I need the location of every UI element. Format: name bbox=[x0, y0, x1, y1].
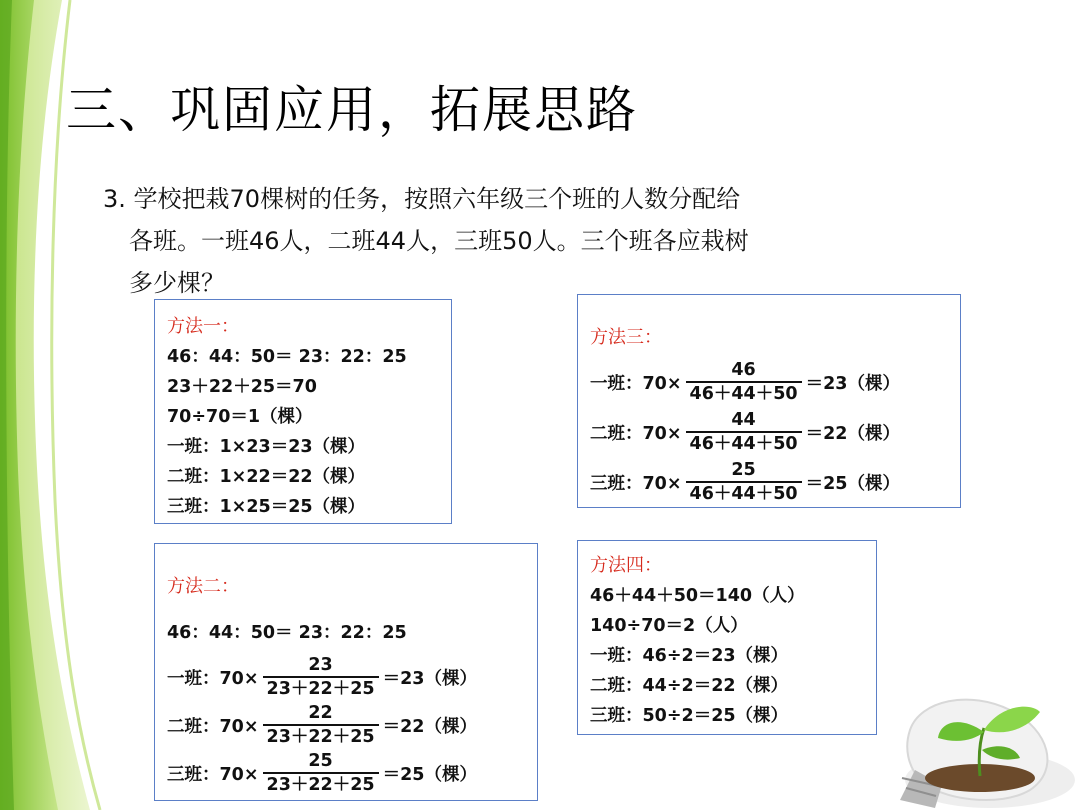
method3-row-label: 三班：70× bbox=[590, 473, 682, 494]
method3-header: 方法三： bbox=[590, 327, 662, 348]
lightbulb-plant-decoration bbox=[880, 660, 1080, 810]
fraction bbox=[686, 409, 802, 455]
method4-row: 140÷70＝2（人） bbox=[590, 616, 748, 636]
fraction bbox=[686, 359, 802, 405]
method1-row: 46：44：50＝ 23：22：25 bbox=[167, 347, 407, 367]
method3-box bbox=[577, 294, 961, 508]
method2-row bbox=[167, 654, 477, 700]
method3-row bbox=[590, 359, 900, 405]
method2-row-result: ＝25（棵） bbox=[382, 764, 477, 785]
method3-row-label: 二班：70× bbox=[590, 423, 682, 444]
fraction-denominator: 46＋44＋50 bbox=[686, 481, 802, 505]
method2-ratio: 46：44：50＝ 23：22：25 bbox=[167, 623, 407, 643]
page-title: 三、巩固应用，拓展思路 bbox=[66, 81, 638, 139]
method2-row-label: 二班：70× bbox=[167, 716, 259, 737]
fraction-numerator: 25 bbox=[308, 751, 333, 771]
problem-line-2: 各班。一班46人，二班44人，三班50人。三个班各应栽树 bbox=[129, 227, 749, 255]
method1-row: 二班：1×22＝22（棵） bbox=[167, 467, 366, 487]
method3-row-result: ＝23（棵） bbox=[805, 373, 900, 394]
method1-row: 70÷70＝1（棵） bbox=[167, 407, 313, 427]
fraction-denominator: 23＋22＋25 bbox=[263, 676, 379, 700]
fraction-denominator: 23＋22＋25 bbox=[263, 724, 379, 748]
method2-row-label: 一班：70× bbox=[167, 668, 259, 689]
problem-text bbox=[103, 178, 913, 304]
method2-row-result: ＝23（棵） bbox=[382, 668, 477, 689]
fraction bbox=[263, 702, 379, 748]
method4-header: 方法四： bbox=[590, 555, 662, 576]
method2-row bbox=[167, 750, 477, 796]
method3-row-result: ＝25（棵） bbox=[805, 473, 900, 494]
method4-row: 46＋44＋50＝140（人） bbox=[590, 586, 805, 606]
method3-row-label: 一班：70× bbox=[590, 373, 682, 394]
fraction-numerator: 44 bbox=[731, 410, 756, 430]
fraction-denominator: 46＋44＋50 bbox=[686, 431, 802, 455]
fraction-denominator: 23＋22＋25 bbox=[263, 772, 379, 796]
fraction-denominator: 46＋44＋50 bbox=[686, 381, 802, 405]
fraction-numerator: 46 bbox=[731, 360, 756, 380]
method2-box bbox=[154, 543, 538, 801]
method1-row: 一班：1×23＝23（棵） bbox=[167, 437, 366, 457]
method3-row bbox=[590, 459, 900, 505]
fraction bbox=[263, 750, 379, 796]
method4-box bbox=[577, 540, 877, 735]
method1-row: 23＋22＋25＝70 bbox=[167, 377, 317, 397]
method3-row bbox=[590, 409, 900, 455]
problem-line-1: 3. 学校把栽70棵树的任务，按照六年级三个班的人数分配给 bbox=[103, 185, 741, 213]
method2-row-label: 三班：70× bbox=[167, 764, 259, 785]
method1-header: 方法一： bbox=[167, 316, 239, 337]
fraction bbox=[263, 654, 379, 700]
method4-row: 三班：50÷2＝25（棵） bbox=[590, 706, 789, 726]
fraction-numerator: 23 bbox=[308, 655, 333, 675]
method2-row-result: ＝22（棵） bbox=[382, 716, 477, 737]
method2-row bbox=[167, 702, 477, 748]
fraction-numerator: 22 bbox=[308, 703, 333, 723]
method1-box bbox=[154, 299, 452, 524]
method4-row: 二班：44÷2＝22（棵） bbox=[590, 676, 789, 696]
method1-row: 三班：1×25＝25（棵） bbox=[167, 497, 366, 517]
method4-row: 一班：46÷2＝23（棵） bbox=[590, 646, 789, 666]
fraction bbox=[686, 459, 802, 505]
method3-row-result: ＝22（棵） bbox=[805, 423, 900, 444]
method2-header: 方法二： bbox=[167, 576, 239, 597]
fraction-numerator: 25 bbox=[731, 460, 756, 480]
problem-line-3: 多少棵？ bbox=[129, 269, 225, 297]
